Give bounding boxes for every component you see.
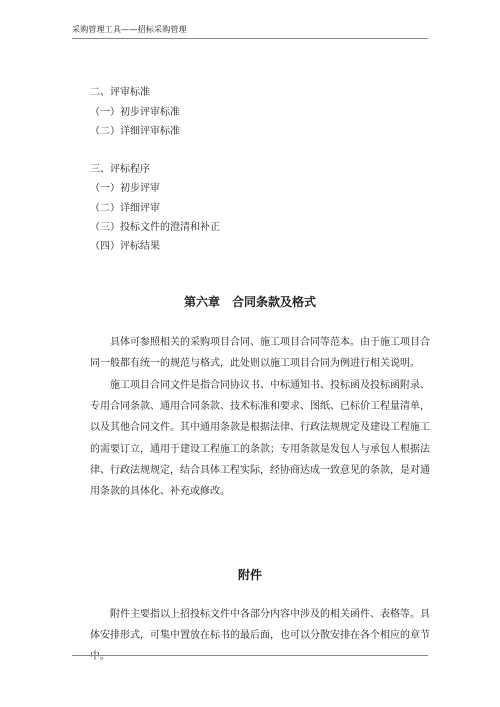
list-item: （二）详细评审 <box>90 203 160 214</box>
appendix-title: 附件 <box>237 568 262 582</box>
footer-divider <box>72 655 428 656</box>
section-title-review-standards: 二、评审标准 <box>90 87 150 98</box>
paragraph: 附件主要指以上招投标文件中各部分内容中涉及的相关函件、表格等。具体安排形式，可集中置放在标书的最后面，也可以分散安排在各个相应的章节中。 <box>90 609 430 663</box>
paragraph: 施工项目合同文件是指合同协议书、中标通知书、投标函及投标函附录、专用合同条款、通用合同条款、技术标准和要求、图纸、已标价工程量清单，以及其他合同文件。其中通用条款是根据法律、行政法规规定及建设工程施工的需要订立，通用于建设工程施工的条款；专用条款是发包人与承包人根据法律、行政法规规定，结合具体工程实际，经协商达成一致意见的条款，是对通用条款的具体化、补充或修改。 <box>90 380 430 498</box>
section-title-review-procedure: 三、评标程序 <box>90 164 150 175</box>
list-item: （二）详细评审标准 <box>90 126 180 137</box>
page-header: 采购管理工具——招标采购管理 <box>72 25 187 34</box>
header-divider <box>72 38 428 39</box>
paragraph: 具体可参照相关的采购项目合同、施工项目合同等范本。由于施工项目合同一般都有统一的规范与格式，此处则以施工项目合同为例进行相关说明。 <box>90 337 430 370</box>
list-item: （三）投标文件的澄清和补正 <box>90 222 220 233</box>
chapter-title: 第六章 合同条款及格式 <box>183 295 316 309</box>
list-item: （一）初步评审 <box>90 183 160 194</box>
list-item: （四）评标结果 <box>90 241 160 252</box>
list-item: （一）初步评审标准 <box>90 107 180 118</box>
